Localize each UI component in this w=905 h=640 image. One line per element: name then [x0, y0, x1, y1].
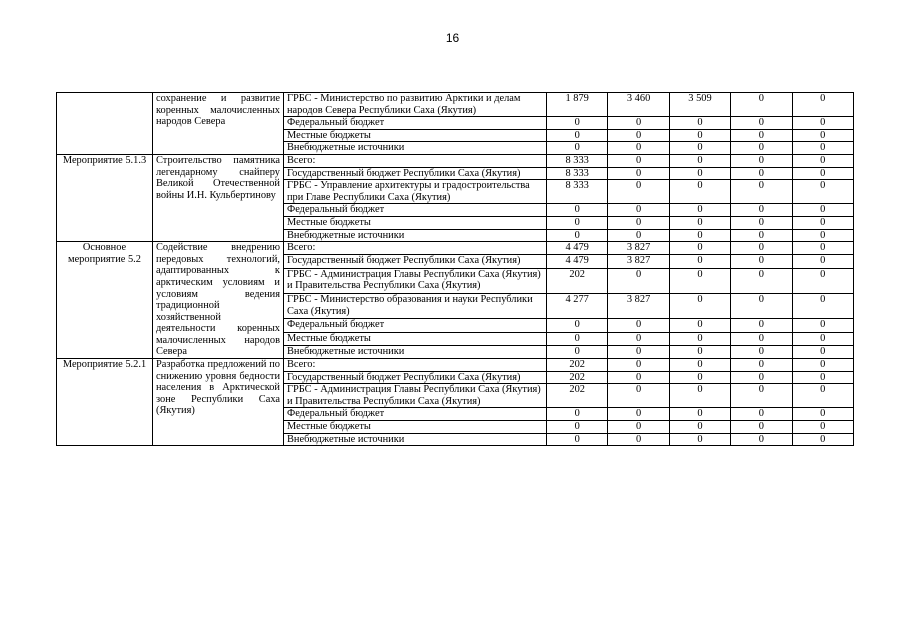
amount-cell: 0: [669, 117, 730, 130]
amount-cell: 0: [669, 216, 730, 229]
activity-code-cell: Основное мероприятие 5.2: [57, 242, 153, 359]
amount-cell: 202: [547, 268, 608, 293]
funding-source-cell: Местные бюджеты: [284, 216, 547, 229]
amount-cell: 0: [608, 384, 669, 408]
amount-cell: 0: [547, 408, 608, 421]
amount-cell: 4 479: [547, 255, 608, 268]
amount-cell: 0: [608, 433, 669, 446]
funding-source-cell: Местные бюджеты: [284, 421, 547, 434]
amount-cell: 0: [792, 319, 853, 332]
amount-cell: 0: [792, 180, 853, 204]
amount-cell: 0: [608, 117, 669, 130]
amount-cell: 3 827: [608, 255, 669, 268]
funding-source-cell: ГРБС - Управление архитектуры и градостроительства при Главе Республики Саха (Якутия): [284, 180, 547, 204]
amount-cell: 0: [608, 229, 669, 242]
amount-cell: 0: [608, 216, 669, 229]
amount-cell: 0: [792, 216, 853, 229]
amount-cell: 0: [547, 421, 608, 434]
amount-cell: 0: [669, 129, 730, 142]
amount-cell: 0: [792, 359, 853, 372]
table-row: [57, 359, 854, 372]
amount-cell: 0: [731, 384, 792, 408]
amount-cell: 0: [547, 216, 608, 229]
funding-source-cell: Всего:: [284, 359, 547, 372]
activity-code-cell: [57, 93, 153, 155]
amount-cell: 0: [792, 384, 853, 408]
amount-cell: 0: [608, 268, 669, 293]
amount-cell: 0: [792, 154, 853, 167]
activity-code-cell: Мероприятие 5.2.1: [57, 359, 153, 446]
amount-cell: 0: [608, 129, 669, 142]
amount-cell: 0: [792, 421, 853, 434]
amount-cell: 0: [792, 142, 853, 155]
amount-cell: 0: [608, 154, 669, 167]
amount-cell: 0: [669, 371, 730, 384]
amount-cell: 0: [792, 408, 853, 421]
amount-cell: 0: [792, 293, 853, 318]
amount-cell: 0: [547, 129, 608, 142]
amount-cell: 0: [608, 167, 669, 180]
funding-source-cell: Внебюджетные источники: [284, 142, 547, 155]
amount-cell: 0: [608, 421, 669, 434]
amount-cell: 3 509: [669, 93, 730, 117]
amount-cell: 0: [731, 319, 792, 332]
funding-source-cell: Государственный бюджет Республики Саха (Якутия): [284, 255, 547, 268]
amount-cell: 0: [731, 93, 792, 117]
amount-cell: 0: [669, 433, 730, 446]
amount-cell: 0: [608, 371, 669, 384]
amount-cell: 0: [792, 242, 853, 255]
amount-cell: 0: [669, 167, 730, 180]
funding-source-cell: ГРБС - Администрация Главы Республики Саха (Якутия) и Правительства Республики Саха (Якутия): [284, 384, 547, 408]
amount-cell: 0: [547, 345, 608, 358]
amount-cell: 0: [669, 180, 730, 204]
amount-cell: 4 277: [547, 293, 608, 318]
amount-cell: 0: [669, 255, 730, 268]
amount-cell: 0: [547, 229, 608, 242]
amount-cell: 0: [669, 242, 730, 255]
budget-table: [56, 92, 854, 446]
amount-cell: 202: [547, 371, 608, 384]
activity-name-cell: сохранение и развитие коренных малочисленных народов Севера: [153, 93, 284, 155]
funding-source-cell: Государственный бюджет Республики Саха (Якутия): [284, 371, 547, 384]
amount-cell: 0: [792, 268, 853, 293]
amount-cell: 0: [547, 332, 608, 345]
budget-table-body: [57, 93, 854, 446]
amount-cell: 0: [731, 332, 792, 345]
funding-source-cell: Федеральный бюджет: [284, 319, 547, 332]
amount-cell: 0: [547, 319, 608, 332]
table-row: [57, 93, 854, 117]
amount-cell: 8 333: [547, 180, 608, 204]
amount-cell: 0: [731, 255, 792, 268]
amount-cell: 0: [669, 421, 730, 434]
amount-cell: 0: [792, 93, 853, 117]
funding-source-cell: Местные бюджеты: [284, 332, 547, 345]
page-number: 16: [445, 31, 460, 45]
amount-cell: 0: [731, 408, 792, 421]
activity-code-cell: Мероприятие 5.1.3: [57, 154, 153, 241]
amount-cell: 0: [669, 204, 730, 217]
amount-cell: 0: [792, 255, 853, 268]
amount-cell: 0: [669, 319, 730, 332]
funding-source-cell: ГРБС - Администрация Главы Республики Саха (Якутия) и Правительства Республики Саха (Якутия): [284, 268, 547, 293]
amount-cell: 0: [792, 204, 853, 217]
amount-cell: 0: [731, 154, 792, 167]
amount-cell: 0: [731, 167, 792, 180]
amount-cell: 0: [608, 142, 669, 155]
funding-source-cell: ГРБС - Министерство образования и науки Республики Саха (Якутия): [284, 293, 547, 318]
funding-source-cell: Внебюджетные источники: [284, 433, 547, 446]
amount-cell: 0: [547, 117, 608, 130]
amount-cell: 0: [731, 129, 792, 142]
amount-cell: 0: [669, 154, 730, 167]
amount-cell: 4 479: [547, 242, 608, 255]
amount-cell: 0: [608, 204, 669, 217]
table-row: [57, 242, 854, 255]
amount-cell: 0: [669, 345, 730, 358]
activity-name-cell: Содействие внедрению передовых технологий, адаптированных к арктическим условиям и условиям ведения традиционной хозяйственной деятельности коренных малочисленных народов Севера: [153, 242, 284, 359]
table-row: [57, 154, 854, 167]
amount-cell: 8 333: [547, 154, 608, 167]
amount-cell: 0: [731, 142, 792, 155]
amount-cell: 0: [731, 371, 792, 384]
funding-source-cell: ГРБС - Министерство по развитию Арктики и делам народов Севера Республики Саха (Якутия): [284, 93, 547, 117]
funding-source-cell: Всего:: [284, 154, 547, 167]
amount-cell: 0: [731, 204, 792, 217]
funding-source-cell: Федеральный бюджет: [284, 408, 547, 421]
amount-cell: 3 827: [608, 242, 669, 255]
amount-cell: 0: [731, 421, 792, 434]
amount-cell: 0: [792, 433, 853, 446]
amount-cell: 202: [547, 359, 608, 372]
amount-cell: 0: [608, 359, 669, 372]
amount-cell: 0: [792, 117, 853, 130]
amount-cell: 0: [792, 332, 853, 345]
funding-source-cell: Федеральный бюджет: [284, 204, 547, 217]
activity-name-cell: Строительство памятника легендарному снайперу Великой Отечественной войны И.Н. Кульбертинову: [153, 154, 284, 241]
amount-cell: 8 333: [547, 167, 608, 180]
amount-cell: 0: [731, 345, 792, 358]
funding-source-cell: Внебюджетные источники: [284, 229, 547, 242]
activity-name-cell: Разработка предложений по снижению уровня бедности населения в Арктической зоне Республики Саха (Якутия): [153, 359, 284, 446]
amount-cell: 0: [608, 180, 669, 204]
amount-cell: 0: [669, 268, 730, 293]
amount-cell: 0: [731, 268, 792, 293]
amount-cell: 3 827: [608, 293, 669, 318]
amount-cell: 0: [792, 371, 853, 384]
funding-source-cell: Федеральный бюджет: [284, 117, 547, 130]
amount-cell: 0: [608, 345, 669, 358]
amount-cell: 0: [731, 359, 792, 372]
amount-cell: 0: [731, 293, 792, 318]
amount-cell: 0: [669, 293, 730, 318]
amount-cell: 0: [608, 319, 669, 332]
amount-cell: 0: [731, 216, 792, 229]
amount-cell: 0: [792, 167, 853, 180]
amount-cell: 202: [547, 384, 608, 408]
amount-cell: 0: [792, 129, 853, 142]
amount-cell: 0: [731, 433, 792, 446]
amount-cell: 0: [608, 408, 669, 421]
amount-cell: 3 460: [608, 93, 669, 117]
amount-cell: 0: [669, 408, 730, 421]
amount-cell: 0: [731, 242, 792, 255]
amount-cell: 0: [669, 332, 730, 345]
amount-cell: 0: [669, 359, 730, 372]
amount-cell: 1 879: [547, 93, 608, 117]
amount-cell: 0: [608, 332, 669, 345]
amount-cell: 0: [547, 142, 608, 155]
amount-cell: 0: [731, 229, 792, 242]
amount-cell: 0: [792, 229, 853, 242]
amount-cell: 0: [669, 384, 730, 408]
funding-source-cell: Местные бюджеты: [284, 129, 547, 142]
amount-cell: 0: [669, 142, 730, 155]
funding-source-cell: Внебюджетные источники: [284, 345, 547, 358]
amount-cell: 0: [547, 433, 608, 446]
funding-source-cell: Государственный бюджет Республики Саха (Якутия): [284, 167, 547, 180]
amount-cell: 0: [792, 345, 853, 358]
amount-cell: 0: [731, 117, 792, 130]
funding-source-cell: Всего:: [284, 242, 547, 255]
amount-cell: 0: [547, 204, 608, 217]
amount-cell: 0: [731, 180, 792, 204]
amount-cell: 0: [669, 229, 730, 242]
